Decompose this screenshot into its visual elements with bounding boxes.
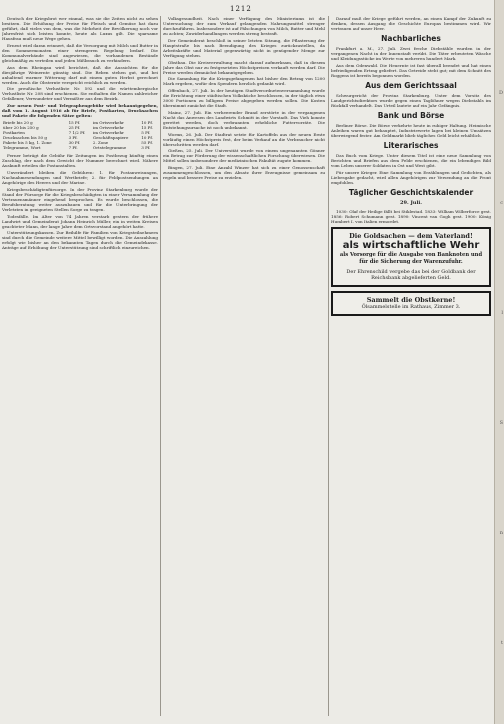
article-paragraph: Berliner Börse. Die Börse verkehrte heute in ruhiger Haltung. Heimische Anleihen waren gut behauptet, Industriewerte lagen bei kleinen Umsätzen überwiegend fester. Am Geldmarkt blieb tägliches Geld leicht erhältlich. xyxy=(331,123,491,139)
edge-letter: D xyxy=(498,90,503,96)
adjacent-page-edge xyxy=(494,0,504,724)
section-heading: Bank und Börse xyxy=(377,111,445,121)
column-1 xyxy=(2,16,158,716)
article-paragraph: Obstbau. Die Kreisverwaltung macht darauf aufmerksam, daß in diesem Jahre das Obst nur zu festgesetzten Höchstpreisen verkauft werden darf. Die Preise werden demnächst bekanntgegeben. xyxy=(163,59,325,75)
article-paragraph: 1030: Olaf der Heilige fällt bei Stiklestad. 1833: William Wilberforce gest. 1856: Robert Schumann gest. 1890: Vincent van Gogh gest. 1900: König Humbert I. von Italien ermordet. xyxy=(331,209,491,225)
ad-text: als Vorsorge für die Ausgabe von Banknoten und für die Sicherung der Warenzufuhr. xyxy=(339,252,483,265)
article-paragraph: Mainz, 27. Juli. Ein verheerender Brand zerstörte in der vergangenen Nacht das Anwesen des Landwirts Schmitt in der Vorstadt. Das Vieh konnte gerettet werden, doch verbrannten erhebliche Futtervorräte. Die Entstehungsursache ist noch unbekannt. xyxy=(163,109,325,130)
table-row: Briefe bis 20 g 15 Pf. im Ortsverkehr 10 Pf. xyxy=(3,120,153,126)
column-2 xyxy=(163,16,325,716)
article-paragraph: Schwurgericht der Provinz Starkenburg. Unter dem Vorsitz des Landgerichtsdirektors wurde gegen einen Taglöhner wegen Diebstahls im Rückfall verhandelt. Das Urteil lautete auf ein Jahr Gefängnis. xyxy=(331,93,491,109)
edge-letter: l xyxy=(501,310,503,316)
edge-letter: t xyxy=(500,640,503,646)
article-paragraph: Ferner beträgt die Gebühr für Zeitungen im Postbezug künftig einen Zuschlag, der nach dem Gewicht der Nummer berechnet wird. Nähere Auskunft erteilen die Postanstalten. xyxy=(2,153,158,169)
article-paragraph: Kriegsbeschädigtenfürsorge. In der Provinz Starkenburg wurde der Stand der Fürsorge für die Kriegsbeschädigten in einer Versammlung der Vertrauensmänner eingehend besprochen. Es wurde beschlossen, die Berufsberatung weiter auszubauen und für die Unterbringung der Verletzten in geeigneten Stellen Sorge zu tragen. xyxy=(2,186,158,212)
article-paragraph: Für unsere Krieger. Eine Sammlung von Erzählungen und Gedichten, als Liebesgabe gedacht, wird allen Angehörigen zur Versendung an die Front empfohlen. xyxy=(331,170,491,186)
article-paragraph: Deutsch der Kriegsbrot wer einmal, was sie die Zeiten nicht zu sehen besitzen. Die Erhöhung der Preise für Fleisch und Gemüse hat dazu geführt, daß vieles von dem, was die Mehrheit der Bevölkerung noch vor Jahresfrist sich leisten konnte, heute als Luxus gilt. Die sparsame Hausfrau muß neue Wege gehen. xyxy=(2,16,158,42)
section-heading: Nachbarliches xyxy=(381,34,441,44)
section-heading: Täglicher Geschichtskalender xyxy=(348,188,474,198)
section-heading: Literarisches xyxy=(383,141,439,151)
ad-slogan: als wirtschaftliche Wehr xyxy=(342,240,480,252)
article-paragraph: Unverändert bleiben die Gebühren: 1. für Postanweisungen, Nachnahmesendungen und Wertbriefe; 2. für Feldpostsendungen an Angehörige des Heeres und der Marine. xyxy=(2,170,158,186)
fee-table xyxy=(2,120,158,150)
obstkerne-advertisement xyxy=(331,291,491,315)
article-paragraph: Bingen, 27. Juli. Eine Anzahl Winzer hat sich zu einer Genossenschaft zusammengeschlossen, um den Absatz ihrer Erzeugnisse gemeinsam zu regeln und bessere Preise zu erzielen. xyxy=(163,165,325,181)
column-divider xyxy=(328,16,329,716)
ad-headline: Die Goldsachen — dem Vaterland! xyxy=(349,232,473,241)
article-paragraph: Frankfurt a. M., 27. Juli. Zwei freche Diebstähle wurden in der vergangenen Nacht in der Innenstadt verübt. Die Täter erbeuteten Wäsche und Kleidungsstücke im Werte von mehreren hundert Mark. xyxy=(331,46,491,62)
edge-letter: c xyxy=(500,200,503,206)
column-3 xyxy=(331,16,491,716)
page-number: 1212 xyxy=(230,5,252,13)
article-paragraph: Der Gemeinderat beschloß in seiner letzten Sitzung, die Pflasterung der Hauptstraße bis nach Beendigung des Krieges zurückzustellen, da Arbeitskräfte und Material gegenwärtig nicht in genügender Menge zur Verfügung stehen. xyxy=(163,37,325,58)
article-paragraph: Die Sammlung für die Kriegsgefangenen hat bisher den Betrag von 1200 Mark ergeben, wofür den Spendern herzlich gedankt wird. xyxy=(163,76,325,87)
page-header xyxy=(0,4,504,14)
article-paragraph: Darauf muß der Kriege geführt werden, an einen Kampf der Zukunft zu denken, dessen Ausgang die Geschichte Europas bestimmen wird. Wir vertrauen auf unser Heer. xyxy=(331,16,491,32)
article-paragraph: Offenbach, 27. Juli. In der heutigen Stadtverordnetenversammlung wurde die Errichtung einer städtischen Volksküche beschlossen, in der täglich etwa 3000 Portionen zu billigem Preise abgegeben werden sollen. Die Kosten übernimmt zunächst die Stadt. xyxy=(163,87,325,109)
ad-text: Der Ehrenschild vergebe das bei der Goldbank der Reichsbank abgelieferten Geld. xyxy=(346,268,476,281)
article-paragraph: Aus dem Rheingau wird berichtet, daß die Aussichten für die diesjährige Weinernte günstig sind. Die Reben stehen gut, und bei anhaltend warmer Witterung darf mit einem guten Herbst gerechnet werden. Auch die Obsternte verspricht reichlich zu werden. xyxy=(2,64,158,85)
article-paragraph: Worms, 26. Juli. Der Stadtrat setzte für Kartoffeln aus der neuen Ernte vorläufig einen Höchstpreis fest, der beim Verkauf an die Verbraucher nicht überschritten werden darf. xyxy=(163,131,325,147)
ad-headline: Sammelt die Obstkerne! xyxy=(366,296,456,305)
calendar-date: 29. Juli. xyxy=(400,200,422,207)
article-paragraph: Todesfälle. Im Alter von 74 Jahren verstarb gestern der frühere Landwirt und Gemeinderat Johann Heinrich Müller, ein in weiten Kreisen geachteter Mann, der lange Jahre dem Ortsvorstand angehört hatte. xyxy=(2,213,158,229)
article-paragraph: Volksgesundheit. Nach einer Verfügung des Ministeriums ist die Untersuchung der zum Verkauf gelangenden Nahrungsmittel strenger durchzuführen. Insbesondere ist auf Fälschungen von Milch, Butter und Mehl zu achten; Zuwiderhandlungen werden streng bestraft. xyxy=(163,16,325,37)
article-paragraph: Das Buch vom Kriege. Unter diesem Titel ist eine neue Sammlung von Berichten und Briefen aus dem Felde erschienen, die ein lebendiges Bild vom Leben unserer Soldaten in Ost und West gibt. xyxy=(331,153,491,169)
ad-text: Ölsammelstelle im Rathaus, Zimmer 3. xyxy=(361,304,461,311)
edge-letter: n xyxy=(499,530,503,536)
gold-advertisement xyxy=(331,227,491,287)
article-paragraph: Erneut wird daran erinnert, daß die Versorgung mit Milch und Butter in den Sommermonaten einer strengeren Regelung bedarf. Die Kommunalverbände sind angewiesen, die vorhandenen Bestände gleichmäßig zu verteilen und jeden Mißbrauch zu verhindern. xyxy=(2,42,158,63)
article-paragraph: Aus dem Odenwald. Die Heuernte ist fast überall beendet und hat einen befriedigenden Ertrag geliefert. Das Getreide steht gut; mit dem Schnitt des Roggens ist bereits begonnen worden. xyxy=(331,62,491,78)
table-row: Telegramme, Wort 7 Pf. Ortstelegramme 3 Pf. xyxy=(3,145,151,151)
article-paragraph: Unterstützungskassen. Zur Beihilfe für Familien von Kriegsteilnehmern sind durch die Gemeinde weitere Mittel bewilligt worden. Die Auszahlung erfolgt wie bisher an den bekannten Tagen durch die Gemeindekasse. Anträge auf Erhöhung der Unterstützung sind schriftlich einzureichen. xyxy=(2,230,158,251)
table-row: Drucksachen bis 50 g 3 Pf. Geschäftspapiere 10 Pf. xyxy=(3,135,153,141)
column-divider xyxy=(160,16,161,716)
table-row: über 20 bis 250 g 25 Pf. im Ortsverkehr 15 Pf. xyxy=(3,125,153,131)
article-paragraph: Die preußische Verlustliste Nr. 592 und die württembergische Verlustliste Nr. 208 sind erschienen. Sie enthalten die Namen zahlreicher Gefallener, Verwundeter und Vermißter aus dem Bezirk. xyxy=(2,86,158,102)
table-row: Postkarten 7 1/2 Pf. im Ortsverkehr 5 Pf. xyxy=(3,130,151,136)
section-heading: Aus dem Gerichtssaal xyxy=(365,81,457,91)
article-paragraph: Zur neuen Post- und Telegraphengebühr wird bekanntgegeben, daß vom 1. August 1916 ab für Briefe, Postkarten, Drucksachen und Pakete die folgenden Sätze gelten: xyxy=(2,103,158,119)
article-paragraph: Gießen, 25. Juli. Der Universität wurde von einem ungenannten Gönner ein Betrag zur Förderung der wissenschaftlichen Forschung überwiesen. Die Mittel sollen insbesondere der medizinischen Fakultät zugute kommen. xyxy=(163,148,325,164)
table-row: Pakete bis 5 kg, 1. Zone 30 Pf. 2. Zone 55 Pf. xyxy=(3,140,153,146)
edge-letter: S xyxy=(499,420,503,426)
